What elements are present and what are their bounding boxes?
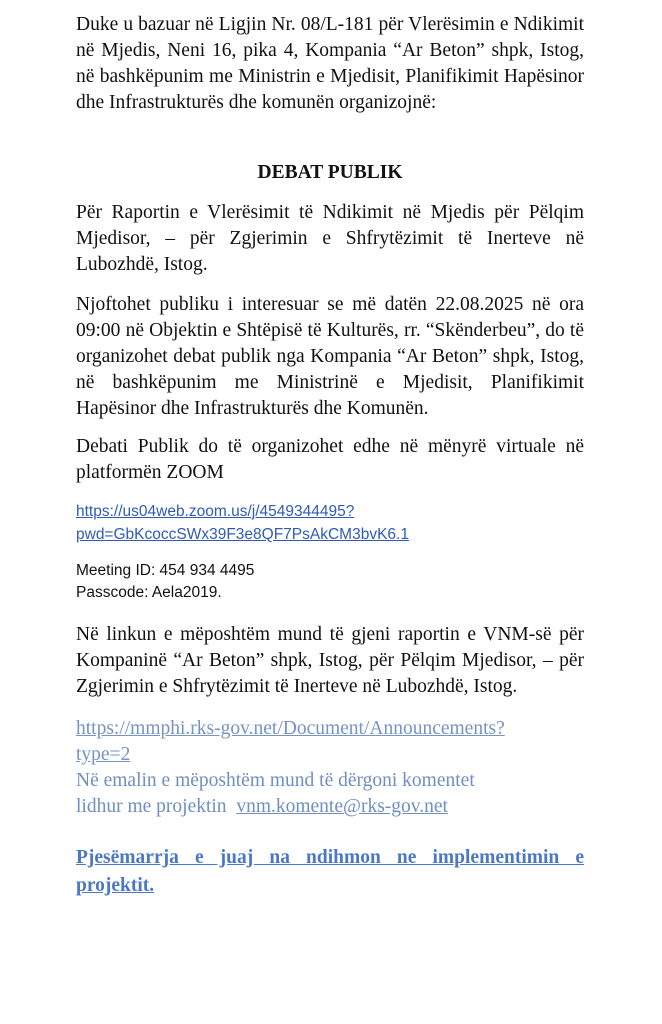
zoom-link-line-1: https://us04web.zoom.us/j/4549344495? (76, 503, 355, 520)
email-prefix: lidhur me projektin (76, 796, 237, 817)
meeting-passcode: Passcode: Aela2019. (76, 584, 222, 601)
intro-paragraph: Duke u bazuar në Ligjin Nr. 08/L-181 për Vlerësimin e Ndikimit në Mjedis, Neni 16, pika 4, Kompania “Ar Beton” shpk, Istog, në bashkëpunim me Ministrin e Mjedisit, Planifikimit Hapësinor dhe Infrastrukturës dhe komunën organizojnë: (76, 14, 584, 113)
document-link-line-1: https://mmphi.rks-gov.net/Document/Announcements? (76, 718, 505, 739)
report-link-paragraph: Në linkun e mëposhtëm mund të gjeni raportin e VNM-së për Kompaninë “Ar Beton” shpk, Istog, për Pëlqim Mjedisor, – për Zgjerimin e Shfrytëzimit të Inerteve në Lubozhdë, Istog. (76, 624, 584, 697)
zoom-link-line-2: pwd=GbKcoccSWx39F3e8QF7PsAkCM3bvK6.1 (76, 526, 409, 543)
document-link-line-2: type=2 (76, 744, 131, 765)
page-title: DEBAT PUBLIK (257, 162, 403, 183)
meeting-credentials (76, 560, 584, 604)
email-text-line-2 (76, 794, 584, 820)
email-link[interactable]: vnm.komente@rks-gov.net (236, 796, 448, 817)
meeting-id: Meeting ID: 454 934 4495 (76, 562, 255, 579)
notice-paragraph: Njoftohet publiku i interesuar se më datën 22.08.2025 në ora 09:00 në Objektin e Shtëpisë të Kulturës, rr. “Skënderbeu”, do të organizohet debat publik nga Kompania “Ar Beton” shpk, Istog, në bashkëpunim me Ministrinë e Mjedisit, Planifikimit Hapësinor dhe Infrastrukturës dhe Komunën. (76, 294, 584, 419)
virtual-meeting-paragraph: Debati Publik do të organizohet edhe në mënyrë virtuale në platformën ZOOM (76, 436, 584, 483)
document-announcements-link[interactable] (76, 716, 584, 768)
report-title-paragraph: Për Raportin e Vlerësimit të Ndikimit në Mjedis për Pëlqim Mjedisor, – për Zgjerimin e Shfrytëzimit të Inerteve në Lubozhdë, Istog. (76, 202, 584, 275)
email-text-line-1: Në emalin e mëposhtëm mund të dërgoni komentet (76, 770, 475, 791)
zoom-meeting-link[interactable] (76, 500, 584, 546)
announcement-document (76, 12, 584, 900)
email-paragraph (76, 768, 584, 820)
closing-statement: Pjesëmarrja e juaj na ndihmon ne implementimin e projektit. (76, 847, 584, 896)
